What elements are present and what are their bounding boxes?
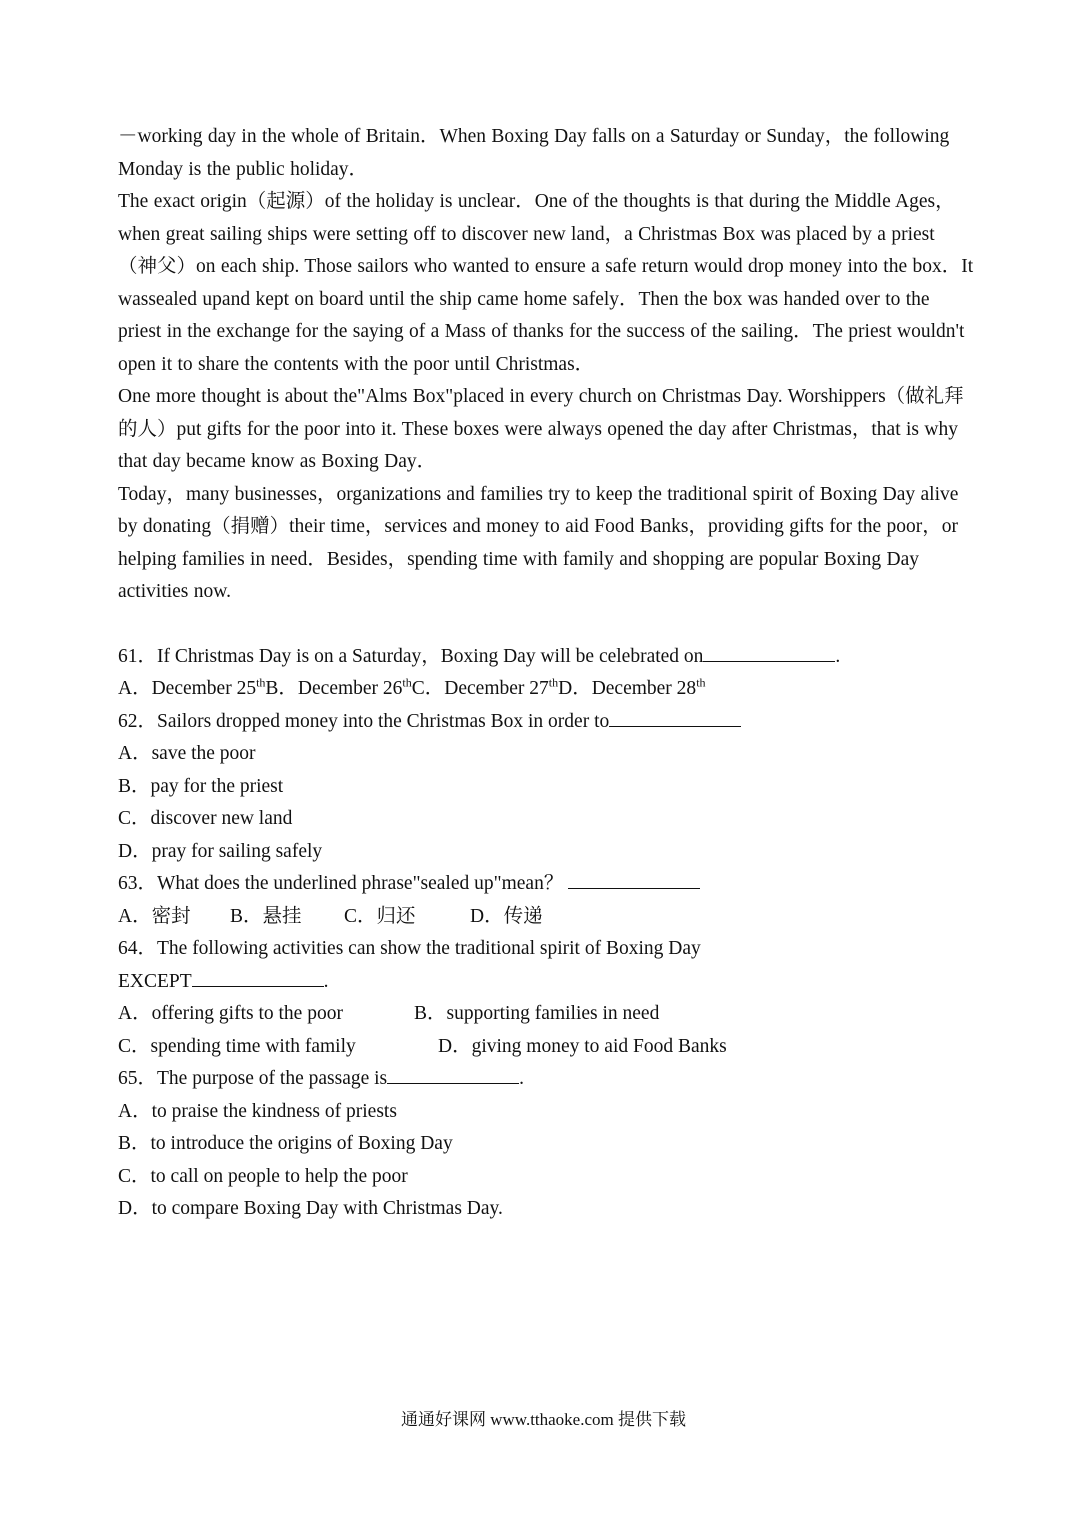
passage-paragraph-1: －working day in the whole of Britain．When Boxing Day falls on a Saturday or Sunday，the following Monday is the public holiday． xyxy=(118,126,950,180)
option-d: D．giving money to aid Food Banks xyxy=(438,1035,727,1057)
option-a: A．save the poor xyxy=(118,743,256,764)
option-b: B．December 26th xyxy=(265,675,412,699)
option-c: C．discover new land xyxy=(118,808,293,829)
question-61: 61．If Christmas Day is on a Saturday，Boxing Day will be celebrated on . xyxy=(118,641,978,674)
question-63: 63．What does the underlined phrase"sealed up"mean？ xyxy=(118,868,978,901)
question-64-options-cd xyxy=(118,1031,978,1064)
reading-passage xyxy=(118,121,978,609)
option-b: B．悬挂 xyxy=(230,905,302,927)
option-a: A．December 25th xyxy=(118,675,266,699)
document-page xyxy=(118,121,978,1226)
passage-paragraph-3: One more thought is about the"Alms Box"placed in every church on Christmas Day. Worshippers（做礼拜的人）put gifts for the poor into it. These boxes were always opened the day after Christmas，that is why that day became know as Boxing Day． xyxy=(118,386,964,472)
answer-blank xyxy=(192,966,324,987)
question-65: 65．The purpose of the passage is . xyxy=(118,1063,978,1096)
option-c: C．归还 xyxy=(344,905,416,927)
option-a: A．offering gifts to the poor xyxy=(118,1003,343,1024)
page-footer: 通通好课网 www.tthaoke.com 提供下载 xyxy=(400,1410,687,1429)
question-61-options xyxy=(118,673,978,706)
option-d: D．to compare Boxing Day with Christmas Day. xyxy=(118,1198,503,1219)
answer-blank xyxy=(609,706,741,727)
option-c: C．December 27th xyxy=(411,675,559,699)
option-a: A．密封 xyxy=(118,905,191,927)
option-d: D．pray for sailing safely xyxy=(118,840,323,862)
question-63-options xyxy=(118,901,978,934)
option-c: C．to call on people to help the poor xyxy=(118,1165,408,1187)
option-d: D．December 28th xyxy=(558,675,706,699)
option-b: B．pay for the priest xyxy=(118,775,284,797)
answer-blank xyxy=(387,1063,519,1084)
question-64-continued: EXCEPT . xyxy=(118,966,978,999)
question-64: 64．The following activities can show the traditional spirit of Boxing Day xyxy=(118,938,701,959)
passage-paragraph-2: The exact origin（起源）of the holiday is unclear．One of the thoughts is that during the Middle Ages，when great sailing ships were setting off to discover new land，a Christmas Box was placed by a priest （神父）on each ship. Those sailors who wanted to ensure a safe return would drop money into the box．It wassealed upand kept on board until the ship came home safely．Then the box was handed over to the priest in the exchange for the saying of a Mass of thanks for the success of the sailing．The priest wouldn't open it to share the contents with the poor until Christmas． xyxy=(118,191,974,375)
answer-blank xyxy=(703,641,835,662)
passage-paragraph-4: Today，many businesses，organizations and families try to keep the traditional spirit of Boxing Day alive by donating（捐赠）their time，services and money to aid Food Banks，providing gifts for the poor，or helping families in need．Besides，spending time with family and shopping are popular Boxing Day activities now. xyxy=(118,483,959,602)
answer-blank xyxy=(568,868,700,889)
option-b: B．supporting families in need xyxy=(414,1003,660,1024)
question-64-options-ab xyxy=(118,998,978,1031)
option-b: B．to introduce the origins of Boxing Day xyxy=(118,1133,453,1154)
option-a: A．to praise the kindness of priests xyxy=(118,1100,397,1122)
question-62: 62．Sailors dropped money into the Christmas Box in order to xyxy=(118,706,978,739)
option-d: D．传递 xyxy=(470,905,543,927)
question-list xyxy=(118,641,978,1226)
option-c: C．spending time with family xyxy=(118,1035,356,1057)
